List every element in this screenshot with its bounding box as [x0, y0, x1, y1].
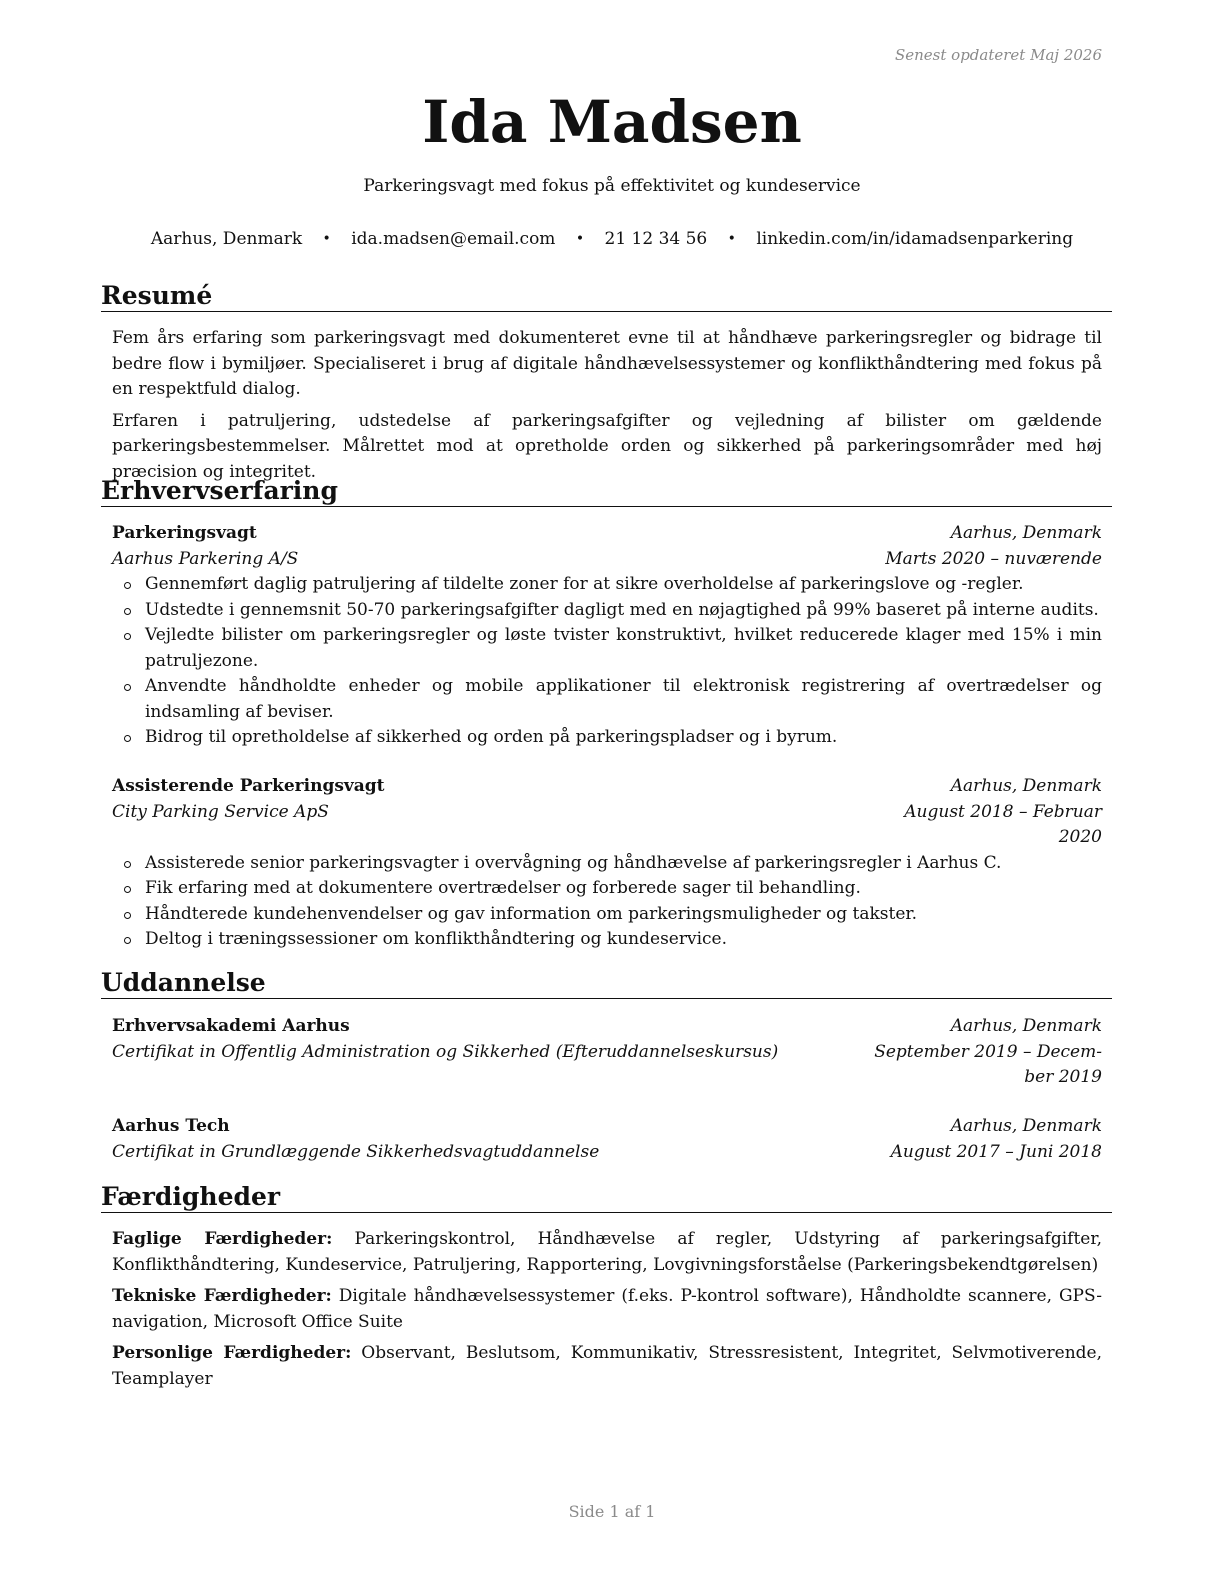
summary-paragraph: Erfaren i patruljering, udstedelse af parkeringsafgifter og vejledning af bilister om gældende parkeringsbestemmelser. Målrettet mod at opretholde orden og sikkerhed på parkeringsområder med høj præcision og integritet.	[112, 410, 1102, 482]
page-number: Side 1 af 1	[568, 1502, 656, 1521]
section-title-skills: Færdigheder	[101, 1182, 1112, 1213]
skill-group-label: Tekniske Færdigheder:	[112, 1286, 332, 1306]
job-company: Aarhus Parkering A/S	[112, 548, 299, 569]
job-dates: Marts 2020 – nuværende	[885, 548, 1102, 569]
education-dates-line: September 2019 – Decem-	[874, 1041, 1102, 1062]
bullet-separator: •	[727, 231, 736, 247]
bullet-separator: •	[322, 231, 331, 247]
skill-group-label: Faglige Færdigheder:	[112, 1229, 333, 1249]
list-item: Anvendte håndholdte enheder og mobile applikationer til elektronisk registrering af overtrædelser og indsamling af beviser.	[112, 674, 1102, 725]
job-bullets	[112, 851, 1102, 953]
headline: Parkeringsvagt med fokus på effektivitet og kundeservice	[363, 176, 861, 196]
skills-section	[112, 1227, 1102, 1398]
education-dates	[874, 1040, 1102, 1091]
skill-group-text: Digitale håndhævelsessystemer (f.eks. P-kontrol software), Håndholdte scannere, GPS-navigation, Microsoft Office Suite	[112, 1286, 1102, 1332]
contact-location: Aarhus, Denmark	[150, 229, 303, 249]
job-role: Parkeringsvagt	[112, 523, 257, 543]
list-item: Fik erfaring med at dokumentere overtrædelser og forberede sager til behandling.	[112, 876, 1102, 902]
list-item: Vejledte bilister om parkeringsregler og løste tvister konstruktivt, hvilket reducerede klager med 15% i min patruljezone.	[112, 623, 1102, 674]
contact-linkedin[interactable]: linkedin.com/in/idamadsenparkering	[756, 229, 1074, 249]
summary-paragraph: Fem års erfaring som parkeringsvagt med dokumenteret evne til at håndhæve parkeringsregler og bidrage til bedre flow i bymiljøer. Specialiseret i brug af digitale håndhævelsessystemer og konflikthåndtering med fokus på en respektfuld dialog.	[112, 328, 1102, 399]
job-role: Assisterende Parkeringsvagt	[112, 776, 385, 796]
school-location: Aarhus, Denmark	[950, 1016, 1102, 1036]
list-item: Udstedte i gennemsnit 50-70 parkeringsafgifter dagligt med en nøjagtighed på 99% baseret på interne audits.	[112, 598, 1102, 624]
job-entry	[112, 521, 1102, 751]
job-bullets	[112, 572, 1102, 751]
skill-group-label: Personlige Færdigheder:	[112, 1343, 352, 1363]
education-dates-line: ber 2019	[1024, 1067, 1102, 1087]
summary-section	[112, 326, 1102, 491]
program-name: Certifikat in Offentlig Administration og Sikkerhed (Efteruddannelseskursus)	[112, 1041, 779, 1062]
skill-group	[112, 1284, 1102, 1335]
section-title-summary: Resumé	[101, 281, 1112, 312]
list-item: Deltog i træningssessioner om konflikthåndtering og kundeservice.	[112, 927, 1102, 953]
contact-line	[0, 229, 1224, 249]
section-title-experience: Erhvervserfaring	[101, 476, 1112, 507]
candidate-name: Ida Madsen	[422, 88, 802, 156]
list-item: Gennemført daglig patruljering af tildelte zoner for at sikre overholdelse af parkeringslove og -regler.	[112, 572, 1102, 598]
skill-group	[112, 1341, 1102, 1392]
last-updated: Senest opdateret Maj 2026	[894, 46, 1102, 64]
section-title-education: Uddannelse	[101, 968, 1112, 999]
school-name: Aarhus Tech	[112, 1116, 230, 1136]
job-location: Aarhus, Denmark	[950, 523, 1102, 543]
skill-group-text: Observant, Beslutsom, Kommunikativ, Stressresistent, Integritet, Selvmotiverende, Teamplayer	[112, 1343, 1103, 1389]
program-name: Certifikat in Grundlæggende Sikkerhedsvagtuddannelse	[112, 1141, 600, 1162]
list-item: Håndterede kundehenvendelser og gav information om parkeringsmuligheder og takster.	[112, 902, 1102, 928]
school-name: Erhvervsakademi Aarhus	[112, 1016, 350, 1036]
job-dates-line: 2020	[1058, 827, 1102, 847]
contact-email[interactable]: ida.madsen@email.com	[351, 229, 556, 249]
school-location: Aarhus, Denmark	[950, 1116, 1102, 1136]
job-dates	[904, 800, 1102, 851]
skill-group	[112, 1227, 1102, 1278]
education-entry	[112, 1114, 1102, 1165]
job-location: Aarhus, Denmark	[950, 776, 1102, 796]
job-company: City Parking Service ApS	[112, 801, 329, 822]
bullet-separator: •	[575, 231, 585, 247]
education-dates: August 2017 – Juni 2018	[890, 1141, 1102, 1162]
education-entry	[112, 1014, 1102, 1091]
job-dates-line: August 2018 – Februar	[904, 801, 1102, 822]
job-entry	[112, 774, 1102, 953]
list-item: Bidrog til opretholdelse af sikkerhed og orden på parkeringspladser og i byrum.	[112, 725, 1102, 751]
list-item: Assisterede senior parkeringsvagter i overvågning og håndhævelse af parkeringsregler i Aarhus C.	[112, 851, 1102, 877]
contact-phone[interactable]: 21 12 34 56	[604, 229, 708, 249]
skill-group-text: Parkeringskontrol, Håndhævelse af regler, Udstyring af parkeringsafgifter, Konflikthåndtering, Kundeservice, Patruljering, Rapportering, Lovgivningsforståelse (Parkeringsbekendtgørelsen)	[112, 1229, 1103, 1275]
